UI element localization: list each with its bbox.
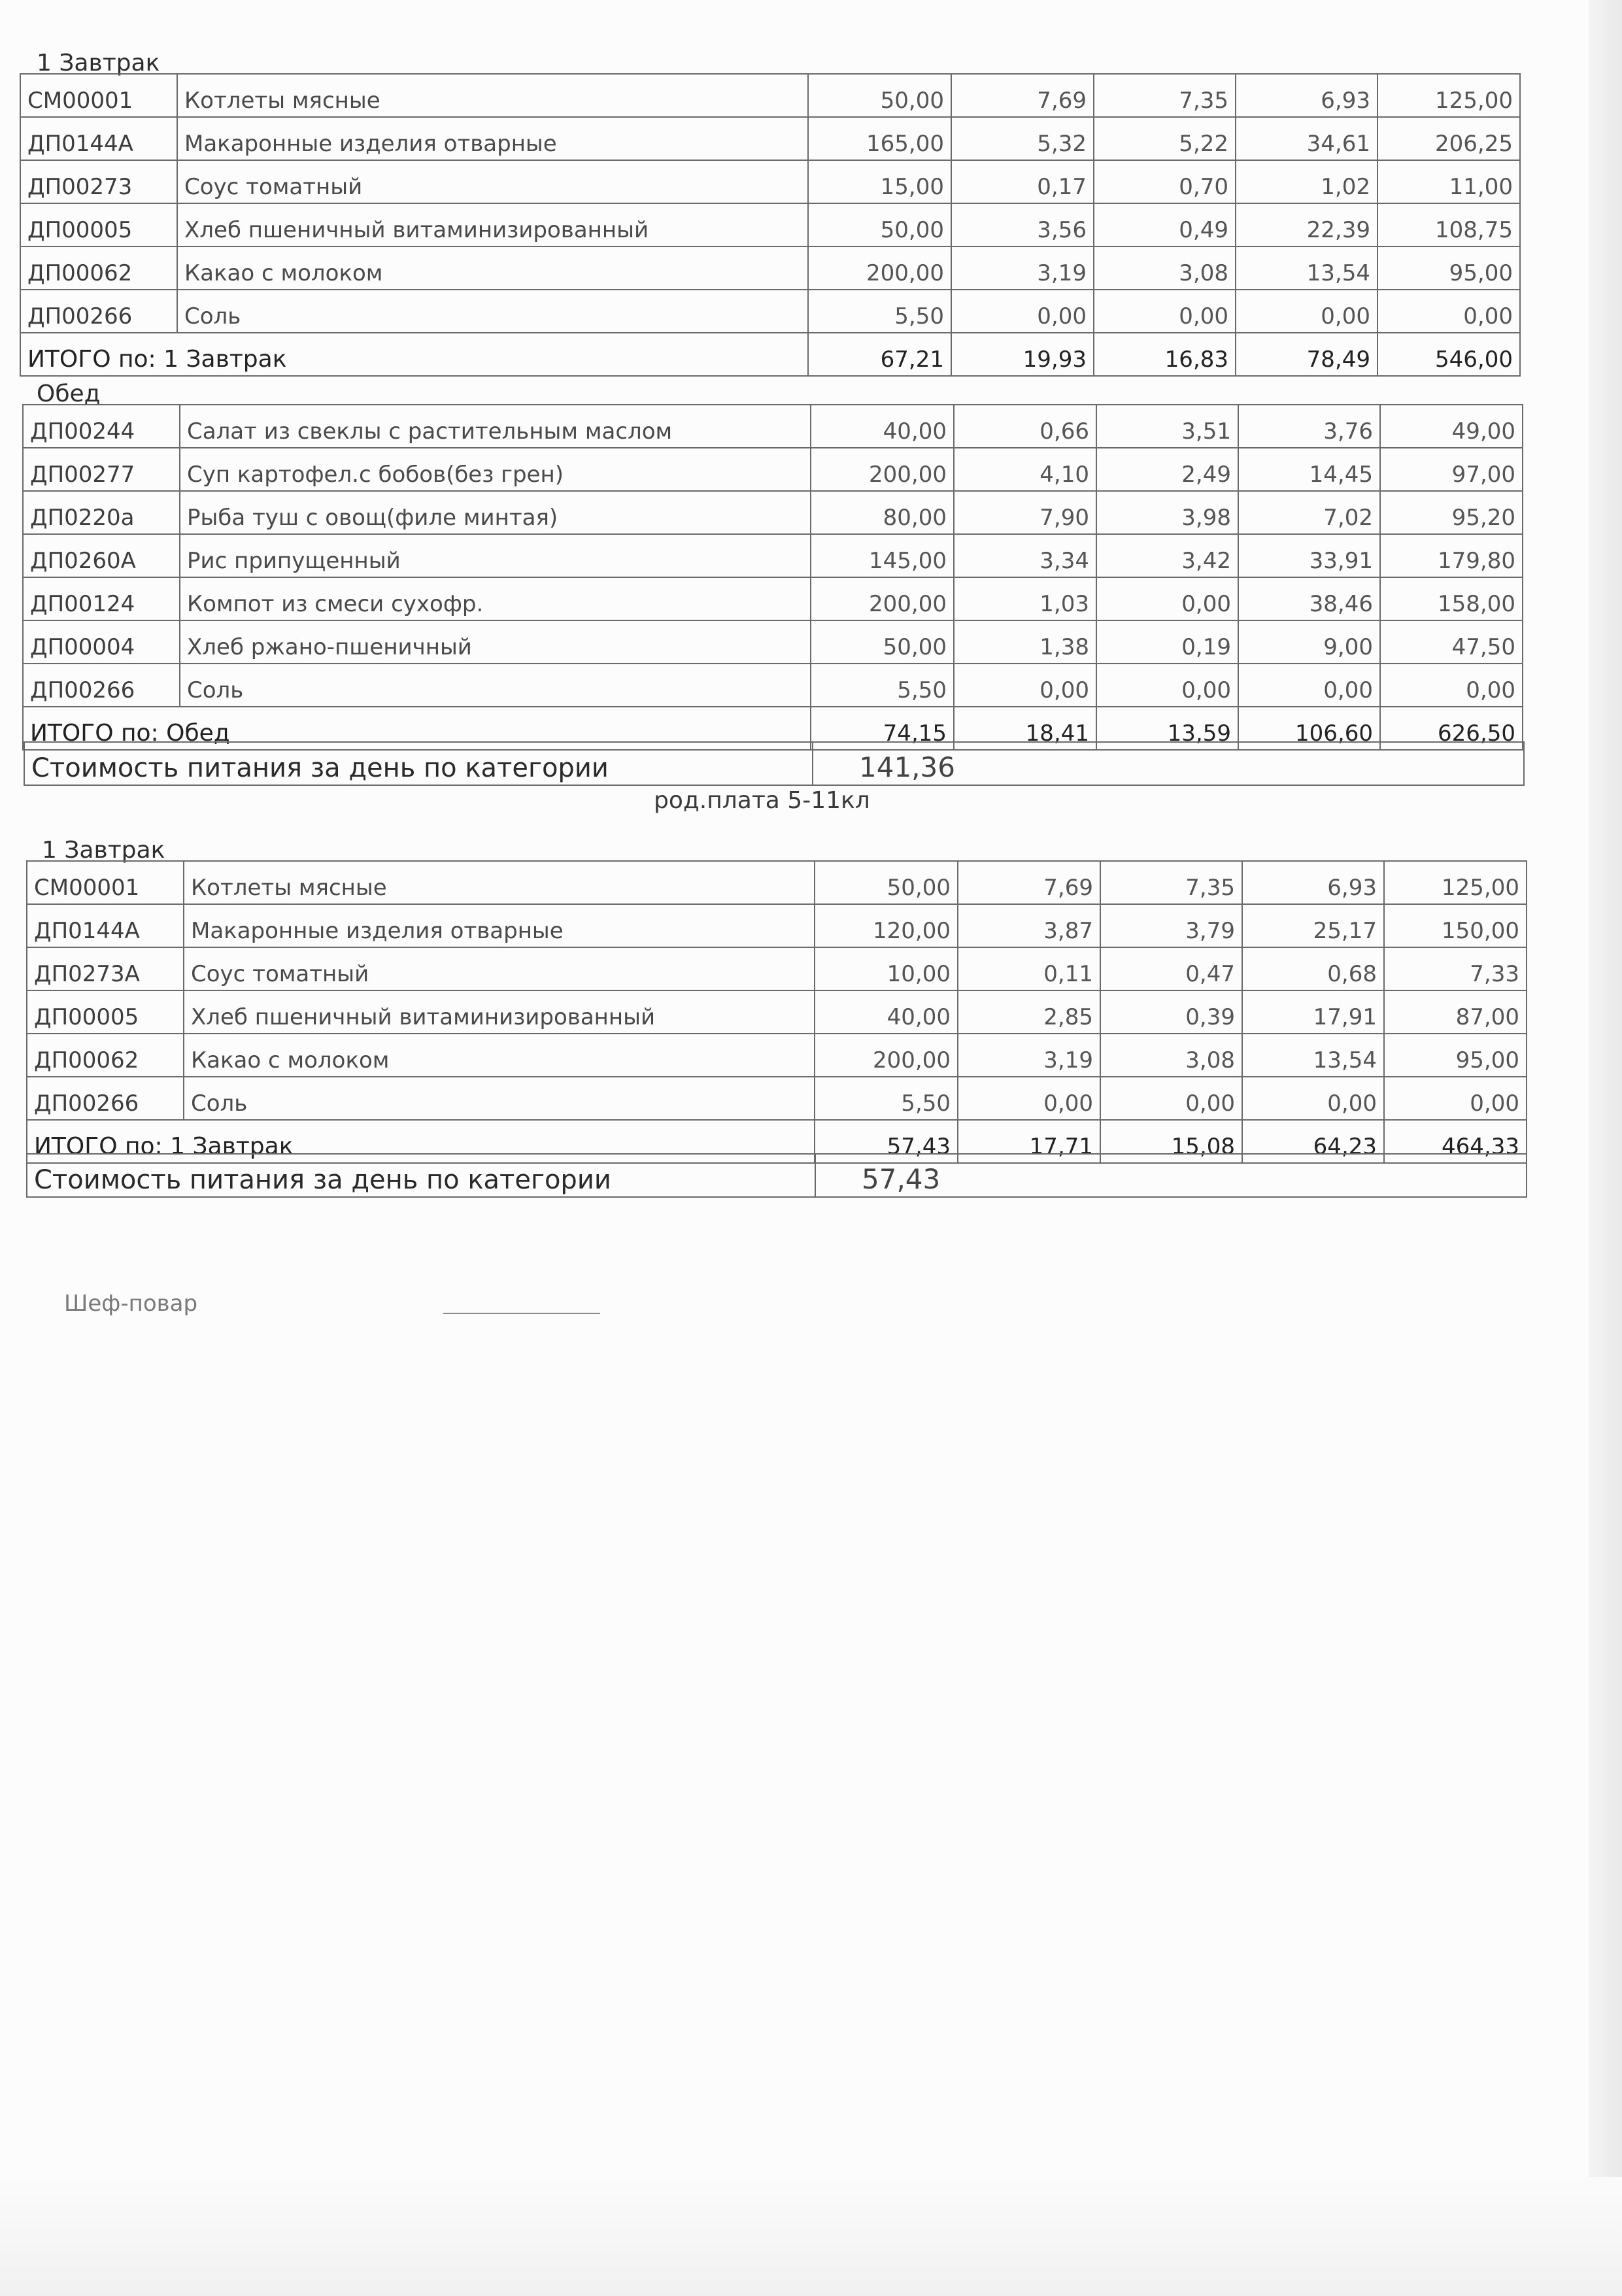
- item-code: ДП00266: [27, 1077, 184, 1120]
- item-value-1: 5,50: [811, 664, 954, 707]
- item-code: ДП00266: [20, 290, 177, 333]
- section-1-rows: [20, 74, 1520, 333]
- item-value-2: 3,19: [958, 1034, 1100, 1077]
- item-value-1: 50,00: [808, 203, 951, 246]
- item-value-2: 3,87: [958, 904, 1100, 947]
- total-v4: 64,23: [1242, 1120, 1384, 1163]
- item-value-4: 0,00: [1242, 1077, 1384, 1120]
- item-code: ДП0144А: [27, 904, 184, 947]
- item-value-4: 6,93: [1242, 861, 1384, 904]
- total-v4: 78,49: [1236, 333, 1377, 376]
- scan-edge-right: [1589, 0, 1622, 2296]
- item-value-3: 3,42: [1096, 534, 1238, 577]
- item-row: [27, 1077, 1527, 1120]
- total-label: ИТОГО по: 1 Завтрак: [20, 333, 808, 376]
- section-3-rows: [27, 861, 1527, 1120]
- item-value-4: 17,91: [1242, 990, 1384, 1034]
- item-name: Рыба туш с овощ(филе минтая): [180, 491, 811, 534]
- item-value-5: 125,00: [1377, 74, 1520, 117]
- item-name: Котлеты мясные: [184, 861, 815, 904]
- total-v5: 546,00: [1377, 333, 1520, 376]
- total-v5: 464,33: [1384, 1120, 1527, 1163]
- item-row: [23, 405, 1523, 448]
- item-value-4: 38,46: [1238, 577, 1380, 620]
- item-name: Компот из смеси сухофр.: [180, 577, 811, 620]
- item-row: [27, 947, 1527, 990]
- item-row: [20, 203, 1520, 246]
- item-value-2: 7,69: [951, 74, 1094, 117]
- item-code: СМ00001: [20, 74, 177, 117]
- item-code: ДП0260А: [23, 534, 180, 577]
- section-3-heading: 1 Завтрак: [42, 837, 165, 864]
- item-value-4: 13,54: [1242, 1034, 1384, 1077]
- item-value-5: 95,00: [1377, 246, 1520, 290]
- item-value-1: 80,00: [811, 491, 954, 534]
- total-v2: 19,93: [951, 333, 1094, 376]
- item-value-1: 50,00: [811, 620, 954, 664]
- total-v1: 57,43: [815, 1120, 958, 1163]
- item-name: Хлеб ржано-пшеничный: [180, 620, 811, 664]
- item-value-3: 0,00: [1094, 290, 1236, 333]
- item-row: [20, 160, 1520, 203]
- item-value-4: 7,02: [1238, 491, 1380, 534]
- cost-value: 57,43: [815, 1154, 1527, 1197]
- item-value-2: 7,90: [954, 491, 1096, 534]
- item-value-1: 50,00: [815, 861, 958, 904]
- item-value-2: 3,56: [951, 203, 1094, 246]
- item-name: Рис припущенный: [180, 534, 811, 577]
- item-value-5: 0,00: [1384, 1077, 1527, 1120]
- total-label: ИТОГО по: Обед: [23, 707, 811, 750]
- section-1-heading: 1 Завтрак: [37, 50, 160, 76]
- total-v3: 16,83: [1094, 333, 1236, 376]
- item-value-5: 179,80: [1380, 534, 1523, 577]
- section-1-total-row: [20, 333, 1520, 376]
- item-value-2: 0,00: [951, 290, 1094, 333]
- item-row: [23, 664, 1523, 707]
- item-value-1: 120,00: [815, 904, 958, 947]
- item-value-4: 6,93: [1236, 74, 1377, 117]
- item-value-5: 125,00: [1384, 861, 1527, 904]
- item-row: [23, 491, 1523, 534]
- item-name: Соус томатный: [177, 160, 808, 203]
- item-value-5: 97,00: [1380, 448, 1523, 491]
- item-value-1: 40,00: [815, 990, 958, 1034]
- item-value-3: 7,35: [1094, 74, 1236, 117]
- item-value-2: 0,00: [958, 1077, 1100, 1120]
- item-value-1: 200,00: [811, 577, 954, 620]
- item-name: Салат из свеклы с растительным маслом: [180, 405, 811, 448]
- section-2-cost-table: [24, 741, 1525, 786]
- item-code: ДП00062: [27, 1034, 184, 1077]
- item-value-3: 3,79: [1100, 904, 1242, 947]
- item-value-4: 13,54: [1236, 246, 1377, 290]
- item-value-4: 9,00: [1238, 620, 1380, 664]
- item-value-1: 5,50: [808, 290, 951, 333]
- scan-edge-bottom: [0, 2177, 1622, 2296]
- cost-label: Стоимость питания за день по категории: [24, 742, 813, 785]
- item-code: ДП00005: [20, 203, 177, 246]
- item-value-5: 150,00: [1384, 904, 1527, 947]
- item-row: [27, 1034, 1527, 1077]
- item-value-5: 108,75: [1377, 203, 1520, 246]
- section-2-heading: Обед: [37, 380, 101, 407]
- item-value-1: 165,00: [808, 117, 951, 160]
- cost-value: 141,36: [813, 742, 1524, 785]
- item-value-4: 22,39: [1236, 203, 1377, 246]
- item-code: ДП00277: [23, 448, 180, 491]
- item-value-1: 145,00: [811, 534, 954, 577]
- item-name: Соус томатный: [184, 947, 815, 990]
- item-value-3: 0,70: [1094, 160, 1236, 203]
- item-value-2: 0,11: [958, 947, 1100, 990]
- item-value-3: 0,00: [1096, 577, 1238, 620]
- item-value-5: 158,00: [1380, 577, 1523, 620]
- item-value-3: 2,49: [1096, 448, 1238, 491]
- total-v2: 17,71: [958, 1120, 1100, 1163]
- item-value-1: 40,00: [811, 405, 954, 448]
- total-v5: 626,50: [1380, 707, 1523, 750]
- item-code: СМ00001: [27, 861, 184, 904]
- item-value-2: 2,85: [958, 990, 1100, 1034]
- section-3-cost-table: [26, 1153, 1527, 1198]
- item-value-2: 5,32: [951, 117, 1094, 160]
- item-name: Хлеб пшеничный витаминизированный: [177, 203, 808, 246]
- item-value-2: 3,19: [951, 246, 1094, 290]
- item-code: ДП00062: [20, 246, 177, 290]
- item-value-5: 47,50: [1380, 620, 1523, 664]
- item-name: Соль: [184, 1077, 815, 1120]
- item-value-2: 1,03: [954, 577, 1096, 620]
- item-value-5: 0,00: [1377, 290, 1520, 333]
- item-value-5: 87,00: [1384, 990, 1527, 1034]
- item-value-5: 95,00: [1384, 1034, 1527, 1077]
- item-row: [27, 990, 1527, 1034]
- section-2-table: [22, 404, 1523, 751]
- item-value-4: 0,68: [1242, 947, 1384, 990]
- item-value-2: 0,17: [951, 160, 1094, 203]
- item-value-3: 0,49: [1094, 203, 1236, 246]
- item-value-3: 5,22: [1094, 117, 1236, 160]
- item-value-5: 49,00: [1380, 405, 1523, 448]
- item-name: Соль: [177, 290, 808, 333]
- signature-line: [443, 1313, 600, 1314]
- item-code: ДП00244: [23, 405, 180, 448]
- total-v1: 74,15: [811, 707, 954, 750]
- item-value-5: 7,33: [1384, 947, 1527, 990]
- item-value-2: 3,34: [954, 534, 1096, 577]
- item-name: Хлеб пшеничный витаминизированный: [184, 990, 815, 1034]
- total-v3: 15,08: [1100, 1120, 1242, 1163]
- item-code: ДП00266: [23, 664, 180, 707]
- item-code: ДП0144А: [20, 117, 177, 160]
- item-value-4: 3,76: [1238, 405, 1380, 448]
- item-code: ДП0273А: [27, 947, 184, 990]
- item-code: ДП0220а: [23, 491, 180, 534]
- item-name: Макаронные изделия отварные: [177, 117, 808, 160]
- section-3-table: [26, 860, 1527, 1164]
- item-row: [20, 246, 1520, 290]
- item-name: Котлеты мясные: [177, 74, 808, 117]
- item-row: [20, 290, 1520, 333]
- item-name: Соль: [180, 664, 811, 707]
- item-row: [23, 448, 1523, 491]
- item-value-1: 200,00: [811, 448, 954, 491]
- item-value-5: 0,00: [1380, 664, 1523, 707]
- item-value-4: 25,17: [1242, 904, 1384, 947]
- item-value-1: 10,00: [815, 947, 958, 990]
- payment-caption: род.плата 5-11кл: [654, 787, 870, 814]
- item-value-3: 0,00: [1096, 664, 1238, 707]
- item-name: Какао с молоком: [184, 1034, 815, 1077]
- total-label: ИТОГО по: 1 Завтрак: [27, 1120, 815, 1163]
- item-row: [20, 74, 1520, 117]
- total-v2: 18,41: [954, 707, 1096, 750]
- item-value-3: 3,51: [1096, 405, 1238, 448]
- item-value-4: 14,45: [1238, 448, 1380, 491]
- item-value-3: 3,08: [1094, 246, 1236, 290]
- item-name: Какао с молоком: [177, 246, 808, 290]
- total-v1: 67,21: [808, 333, 951, 376]
- item-value-3: 0,00: [1100, 1077, 1242, 1120]
- item-name: Макаронные изделия отварные: [184, 904, 815, 947]
- item-value-4: 0,00: [1238, 664, 1380, 707]
- item-value-1: 50,00: [808, 74, 951, 117]
- item-row: [23, 620, 1523, 664]
- item-row: [27, 861, 1527, 904]
- item-code: ДП00004: [23, 620, 180, 664]
- total-v3: 13,59: [1096, 707, 1238, 750]
- item-code: ДП00124: [23, 577, 180, 620]
- item-value-4: 1,02: [1236, 160, 1377, 203]
- item-value-1: 15,00: [808, 160, 951, 203]
- item-value-4: 34,61: [1236, 117, 1377, 160]
- cost-label: Стоимость питания за день по категории: [27, 1154, 815, 1197]
- item-value-5: 95,20: [1380, 491, 1523, 534]
- item-value-1: 200,00: [815, 1034, 958, 1077]
- item-code: ДП00273: [20, 160, 177, 203]
- item-value-2: 7,69: [958, 861, 1100, 904]
- item-value-5: 206,25: [1377, 117, 1520, 160]
- item-value-3: 0,39: [1100, 990, 1242, 1034]
- item-value-2: 1,38: [954, 620, 1096, 664]
- item-value-3: 3,08: [1100, 1034, 1242, 1077]
- item-value-4: 0,00: [1236, 290, 1377, 333]
- item-name: Суп картофел.с бобов(без грен): [180, 448, 811, 491]
- section-2-rows: [23, 405, 1523, 707]
- signature-label: Шеф-повар: [64, 1291, 198, 1317]
- item-value-2: 0,00: [954, 664, 1096, 707]
- item-code: ДП00005: [27, 990, 184, 1034]
- item-value-2: 0,66: [954, 405, 1096, 448]
- item-value-2: 4,10: [954, 448, 1096, 491]
- item-value-1: 200,00: [808, 246, 951, 290]
- item-value-3: 7,35: [1100, 861, 1242, 904]
- item-value-3: 0,47: [1100, 947, 1242, 990]
- item-row: [27, 904, 1527, 947]
- item-value-4: 33,91: [1238, 534, 1380, 577]
- item-value-5: 11,00: [1377, 160, 1520, 203]
- item-value-3: 0,19: [1096, 620, 1238, 664]
- item-row: [23, 577, 1523, 620]
- item-row: [20, 117, 1520, 160]
- section-1-table: [20, 73, 1521, 377]
- item-value-3: 3,98: [1096, 491, 1238, 534]
- item-row: [23, 534, 1523, 577]
- total-v4: 106,60: [1238, 707, 1380, 750]
- item-value-1: 5,50: [815, 1077, 958, 1120]
